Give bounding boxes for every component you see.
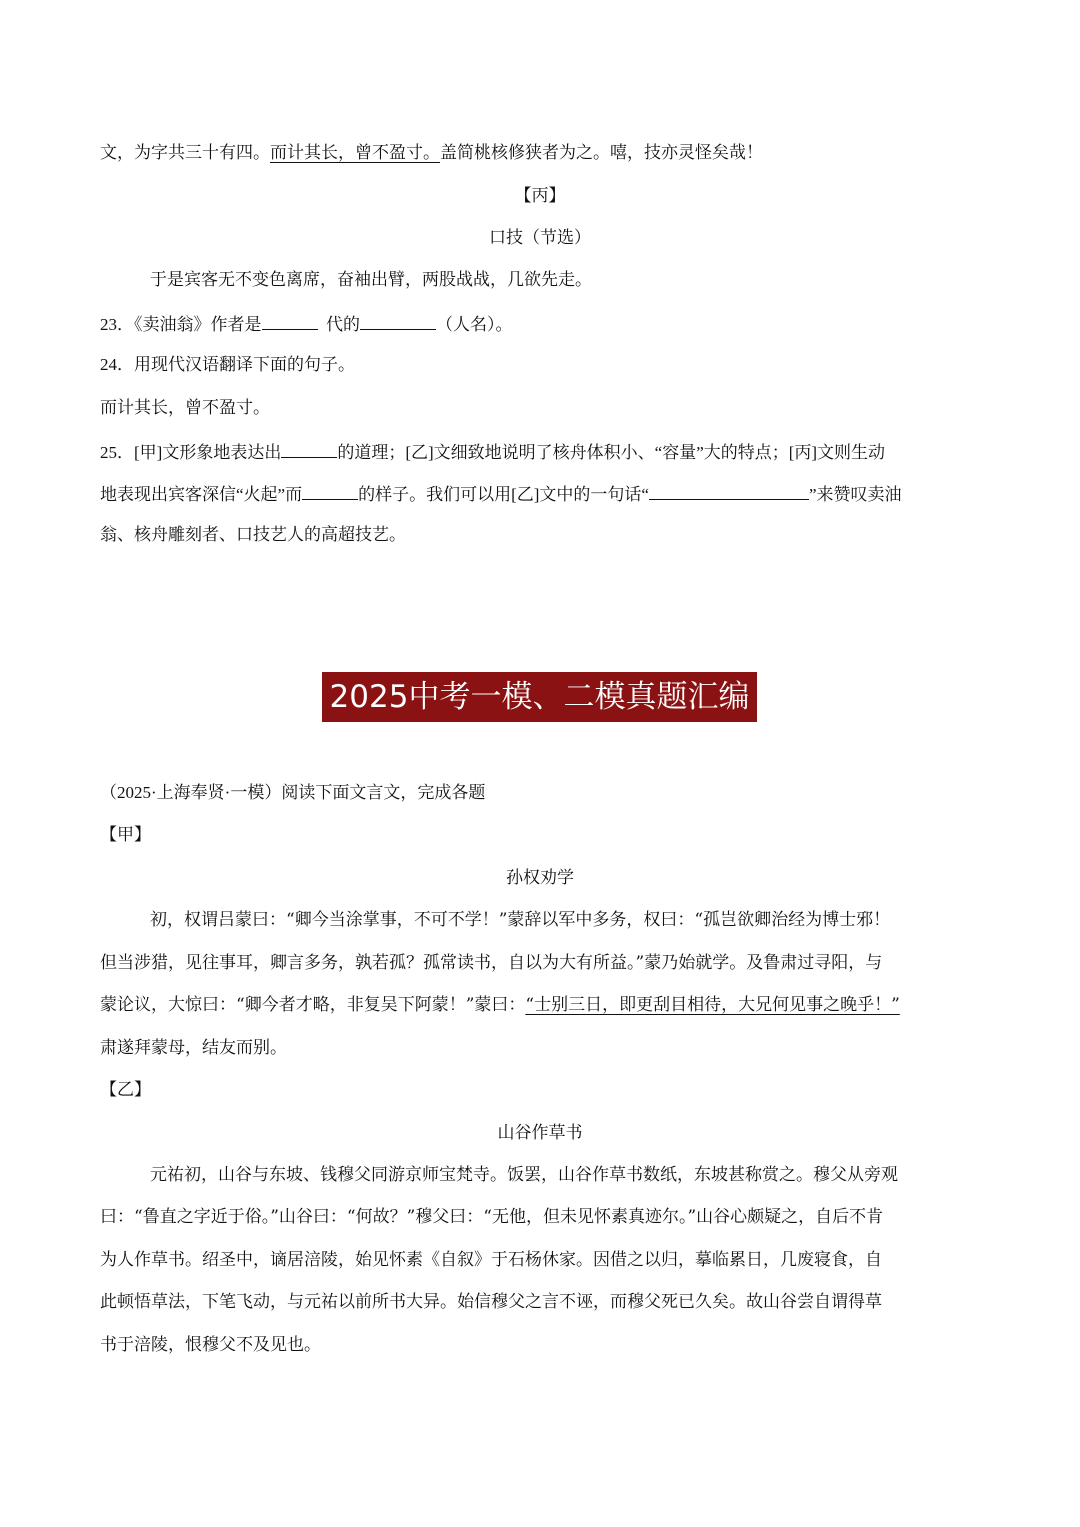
- section-label-yi: 【乙】: [100, 1080, 151, 1100]
- question-23: [100, 311, 984, 337]
- answer-blank: [360, 311, 436, 330]
- answer-blank: [649, 481, 809, 500]
- passage-line: 于是宾客无不变色离席，奋袖出臂，两股战战，几欲先走。: [150, 270, 592, 290]
- text-span: 文，为字共三十有四。: [100, 143, 270, 163]
- underlined-sentence: 而计其长，曾不盈寸。: [270, 143, 440, 163]
- text-span: 地表现出宾客深信“火起”而: [100, 485, 303, 504]
- section-banner: 2025中考一模、二模真题汇编: [322, 672, 757, 722]
- passage-line: 书于涪陵，恨穆父不及见也。: [100, 1335, 321, 1355]
- passage-title-bing: 口技（节选）: [489, 228, 591, 248]
- answer-blank: [302, 481, 358, 500]
- question-25-line: 翁、核舟雕刻者、口技艺人的高超技艺。: [100, 525, 406, 544]
- text-span: 25．[甲]文形象地表达出: [100, 443, 282, 462]
- passage-line: [100, 141, 984, 165]
- passage-line: 肃遂拜蒙母，结友而别。: [100, 1038, 287, 1058]
- passage-line: 曰：“鲁直之字近于俗。”山谷曰：“何故？”穆父曰：“无他，但未见怀素真迹尔。”山谷心颇疑之，自后不肯: [100, 1207, 884, 1227]
- passage-line: 为人作草书。绍圣中，谪居涪陵，始见怀素《自叙》于石杨休家。因借之以归，摹临累日，几废寝食，自: [100, 1250, 882, 1270]
- section-label-bing: 【丙】: [514, 186, 566, 206]
- text-span: 23．《卖油翁》作者是: [100, 315, 262, 334]
- text-span: 的道理；[乙]文细致地说明了核舟体积小、“容量”大的特点；[丙]文则生动: [337, 443, 886, 462]
- question-24-sentence: 而计其长，曾不盈寸。: [100, 398, 270, 417]
- answer-blank: [281, 439, 337, 458]
- passage-line: 元祐初，山谷与东坡、钱穆父同游京师宝梵寺。饭罢，山谷作草书数纸，东坡甚称赏之。穆父从旁观: [150, 1165, 898, 1185]
- text-span: （人名）。: [436, 315, 513, 334]
- text-span: 盖简桃核修狭者为之。嘻，技亦灵怪矣哉！: [440, 143, 763, 163]
- text-span: 的样子。我们可以用[乙]文中的一句话“: [358, 485, 649, 504]
- answer-blank: [262, 311, 318, 330]
- question-25-line: [100, 439, 984, 465]
- passage-line: 此顿悟草法，下笔飞动，与元祐以前所书大异。始信穆父之言不诬，而穆父死已久矣。故山谷尝自谓得草: [100, 1292, 882, 1312]
- text-span: 代的: [326, 315, 360, 334]
- text-span: ”来赞叹卖油: [808, 485, 902, 504]
- question-24: 24．用现代汉语翻译下面的句子。: [100, 355, 355, 374]
- passage-title-yi: 山谷作草书: [497, 1123, 583, 1143]
- passage-line: 但当涉猎，见往事耳，卿言多务，孰若孤？孤常读书，自以为大有所益。”蒙乃始就学。及鲁肃过寻阳，与: [100, 953, 883, 973]
- passage-title-jia: 孙权劝学: [506, 868, 574, 888]
- passage-line: [100, 993, 984, 1017]
- section-label-jia: 【甲】: [100, 825, 151, 845]
- underlined-sentence: “士别三日，即更刮目相待，大兄何见事之晚乎！”: [525, 995, 900, 1015]
- text-span: 蒙论议，大惊曰：“卿今者才略，非复吴下阿蒙！”蒙曰：: [100, 995, 526, 1015]
- question-25-line: [100, 481, 984, 507]
- passage-line: 初，权谓吕蒙曰：“卿今当涂掌事，不可不学！”蒙辞以军中多务，权曰：“孤岂欲卿治经为博士邪！: [150, 910, 891, 930]
- exam-source: （2025·上海奉贤·一模）阅读下面文言文，完成各题: [100, 783, 486, 802]
